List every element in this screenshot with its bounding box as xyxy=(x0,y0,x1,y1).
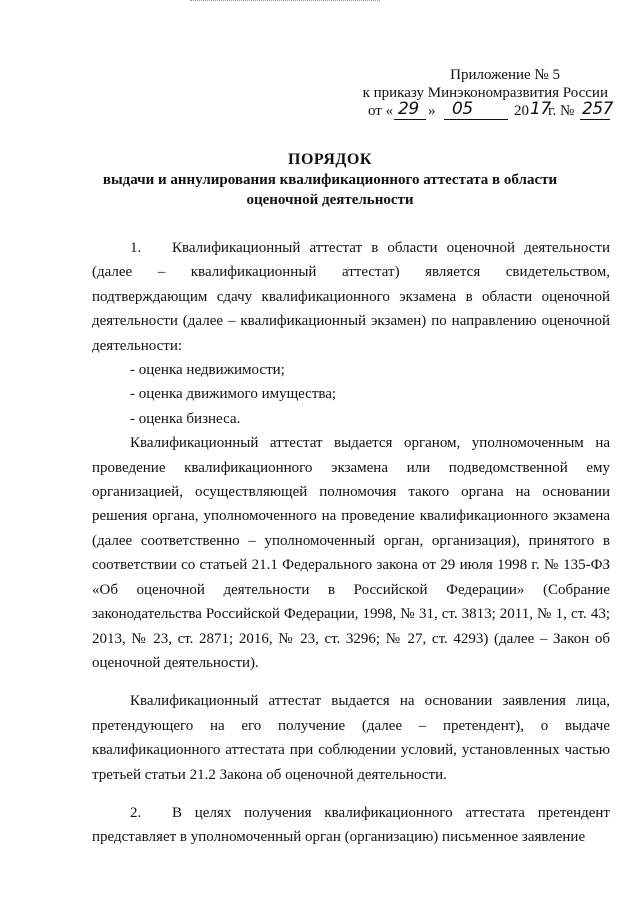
year-tail: г. № xyxy=(548,103,575,119)
paragraph-1-number: 1. xyxy=(130,240,142,256)
date-day-underline xyxy=(394,119,426,120)
paragraph-4-text: В целях получения квалификационного аттестата претендент представляет в уполномоченный орган (организацию) письменное заявление xyxy=(92,804,610,846)
title-subtitle-line2: оценочной деятельности xyxy=(246,192,414,208)
year-prefix: 20 xyxy=(514,103,529,119)
order-reference: к приказу Минэкономразвития России xyxy=(362,85,608,101)
list-item: - оценка недвижимости; xyxy=(130,362,285,379)
paragraph-4-number: 2. xyxy=(130,804,142,821)
top-dotted-line xyxy=(190,0,380,2)
list-item: - оценка движимого имущества; xyxy=(130,386,337,403)
order-number-handwritten: 257 xyxy=(582,99,613,119)
appendix-label: Приложение № 5 xyxy=(450,67,560,83)
document-title xyxy=(100,150,560,210)
list-item: - оценка бизнеса. xyxy=(130,410,241,427)
document-body xyxy=(92,236,610,850)
date-month-handwritten: 05 xyxy=(452,99,473,119)
paragraph-3: Квалификационный аттестат выдается на основании заявления лица, претендующего на его получение (далее – претендент), о выдаче квалификационного аттестата при соблюдении условий, установленных частью третьей статьи 21.2 Закона об оценочной деятельности. xyxy=(92,693,610,783)
order-date-number xyxy=(348,99,613,124)
title-subtitle-line1: выдачи и аннулирования квалификационного аттестата в области xyxy=(102,172,558,188)
order-number-underline xyxy=(580,119,610,120)
year-suffix-handwritten: 17 xyxy=(530,99,551,119)
date-month-underline xyxy=(444,119,508,120)
paragraph-4 xyxy=(92,801,610,850)
paragraph-2: Квалификационный аттестат выдается органом, уполномоченным на проведение квалификационного экзамена или подведомственной ему организацией, осуществляющей полномочия такого органа на основании решения органа, уполномоченного на проведение квалификационного экзамена (далее соответственно – уполномоченный орган, организация), принятого в соответствии со статьей 21.1 Федерального закона от 29 июля 1998 г. № 135-ФЗ «Об оценочной деятельности в Российской Федерации» (Собрание законодательства Российской Федерации, 1998, № 31, ст. 3813; 2011, № 1, ст. 43; 2013, № 23, ст. 2871; 2016, № 23, ст. 3296; № 27, ст. 4293) (далее – Закон об оценочной деятельности). xyxy=(92,435,610,671)
title-heading: ПОРЯДОК xyxy=(288,151,372,168)
date-prefix: от « xyxy=(368,103,394,119)
paragraph-1 xyxy=(92,236,610,358)
document-header xyxy=(348,66,613,124)
date-mid: » xyxy=(428,103,436,119)
date-day-handwritten: 29 xyxy=(398,99,419,119)
paragraph-1-text: Квалификационный аттестат в области оценочной деятельности (далее – квалификационный аттестат) является свидетельством, подтверждающим сдачу квалификационного экзамена в области оценочной деятельности (далее – квалификационный экзамен) по направлению оценочной деятельности: xyxy=(92,240,610,354)
